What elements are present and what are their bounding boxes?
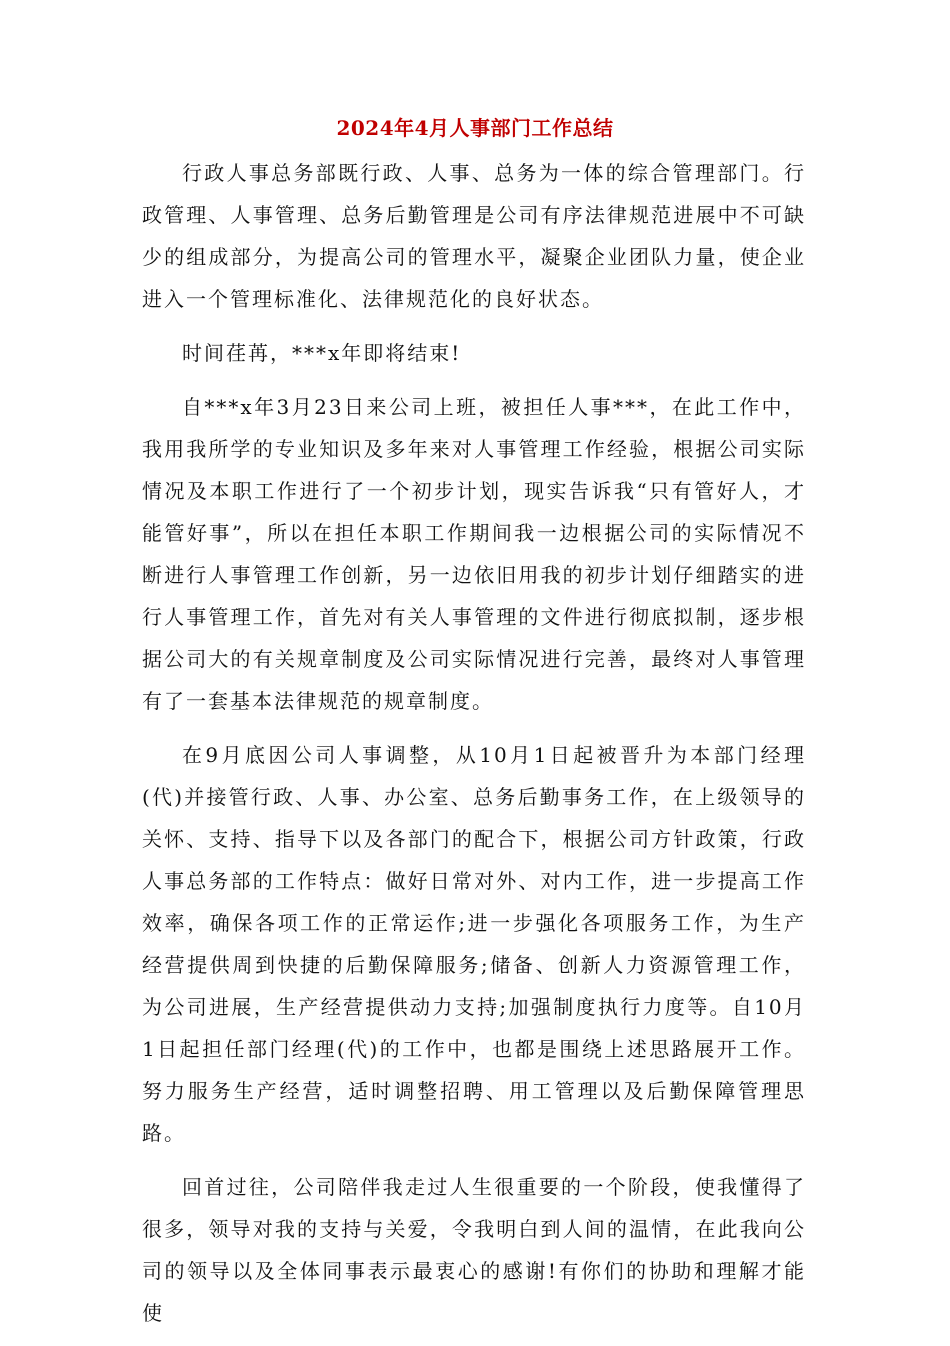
document-body — [142, 152, 806, 1346]
paragraph-3: 自***x年3月23日来公司上班，被担任人事***，在此工作中，我用我所学的专业知识及多年来对人事管理工作经验，根据公司实际情况及本职工作进行了一个初步计划，现实告诉我“只有管好人，才能管好事”，所以在担任本职工作期间我一边根据公司的实际情况不断进行人事管理工作创新，另一边依旧用我的初步计划仔细踏实的进行人事管理工作，首先对有关人事管理的文件进行彻底拟制，逐步根据公司大的有关规章制度及公司实际情况进行完善，最终对人事管理有了一套基本法律规范的规章制度。 — [142, 395, 806, 713]
paragraph-4: 在9月底因公司人事调整，从10月1日起被晋升为本部门经理(代)并接管行政、人事、办公室、总务后勤事务工作，在上级领导的关怀、支持、指导下以及各部门的配合下，根据公司方针政策，行政人事总务部的工作特点：做好日常对外、对内工作，进一步提高工作效率，确保各项工作的正常运作;进一步强化各项服务工作，为生产经营提供周到快捷的后勤保障服务;储备、创新人力资源管理工作，为公司进展，生产经营提供动力支持;加强制度执行力度等。自10月1日起担任部门经理(代)的工作中，也都是围绕上述思路展开工作。努力服务生产经营，适时调整招聘、用工管理以及后勤保障管理思路。 — [142, 743, 806, 1145]
document-title: 2024年4月人事部门工作总结 — [336, 116, 614, 140]
paragraph-1: 行政人事总务部既行政、人事、总务为一体的综合管理部门。行政管理、人事管理、总务后勤管理是公司有序法律规范进展中不可缺少的组成部分，为提高公司的管理水平，凝聚企业团队力量，使企业进入一个管理标准化、法律规范化的良好状态。 — [142, 161, 806, 311]
paragraph-2: 时间荏苒，***x年即将结束! — [182, 341, 462, 365]
paragraph-5: 回首过往，公司陪伴我走过人生很重要的一个阶段，使我懂得了很多，领导对我的支持与关爱，令我明白到人间的温情，在此我向公司的领导以及全体同事表示最衷心的感谢!有你们的协助和理解才能使 — [142, 1175, 806, 1325]
